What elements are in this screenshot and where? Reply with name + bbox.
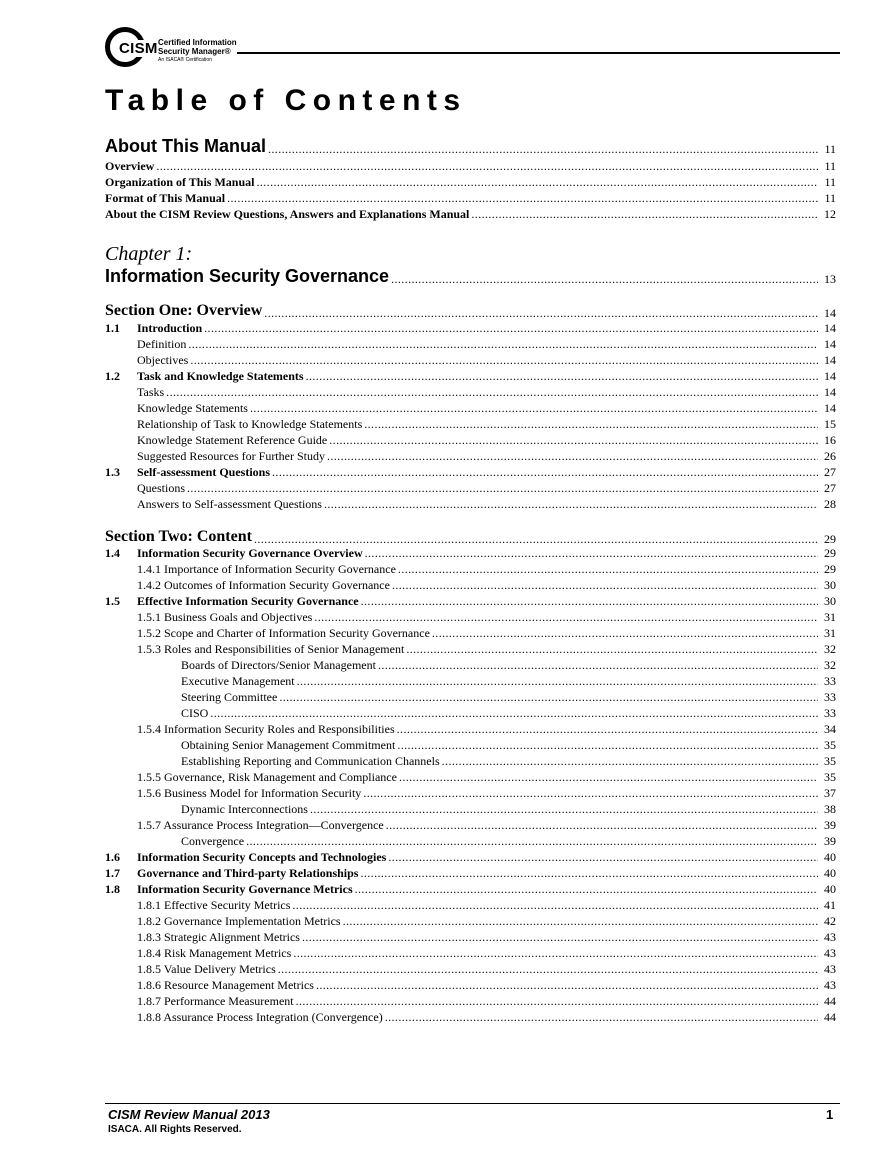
dot-leader bbox=[293, 946, 818, 960]
dot-leader bbox=[360, 866, 818, 880]
toc-entry-label: CISO bbox=[181, 706, 209, 720]
toc-entry[interactable] bbox=[105, 834, 836, 848]
dot-leader bbox=[355, 882, 818, 896]
dot-leader bbox=[166, 385, 818, 399]
toc-entry-page: 12 bbox=[824, 207, 836, 221]
dot-leader bbox=[314, 610, 818, 624]
toc-entry-page: 14 bbox=[824, 321, 836, 335]
toc-entry[interactable] bbox=[105, 528, 836, 546]
toc-entry-page: 32 bbox=[824, 658, 836, 672]
toc-entry-label: Dynamic Interconnections bbox=[181, 802, 308, 816]
toc-entry-label: 1.5.2 Scope and Charter of Information Security Governance bbox=[137, 626, 430, 640]
toc-entry-label: Format of This Manual bbox=[105, 191, 226, 205]
dot-leader bbox=[343, 914, 818, 928]
toc-entry[interactable] bbox=[105, 978, 836, 992]
toc-entry-page: 11 bbox=[824, 159, 836, 173]
toc-entry-label: Convergence bbox=[181, 834, 245, 848]
toc-entry[interactable] bbox=[105, 850, 836, 864]
toc-entry-page: 33 bbox=[824, 690, 836, 704]
toc-entry-label: 1.8.2 Governance Implementation Metrics bbox=[137, 914, 341, 928]
toc-entry[interactable] bbox=[105, 175, 836, 189]
dot-leader bbox=[397, 738, 818, 752]
dot-leader bbox=[471, 207, 818, 221]
toc-entry[interactable] bbox=[105, 946, 836, 960]
dot-leader bbox=[268, 142, 818, 156]
toc-entry-label: 1.8.6 Resource Management Metrics bbox=[137, 978, 314, 992]
toc-entry-label: Information Security Governance Overview bbox=[137, 546, 363, 560]
toc-entry-page: 34 bbox=[824, 722, 836, 736]
toc-entry-label: Relationship of Task to Knowledge Statements bbox=[137, 417, 363, 431]
dot-leader bbox=[378, 658, 818, 672]
toc-entry[interactable] bbox=[105, 546, 836, 560]
toc-entry[interactable] bbox=[105, 191, 836, 205]
toc-entry[interactable] bbox=[105, 562, 836, 576]
dot-leader bbox=[204, 321, 818, 335]
toc-entry[interactable] bbox=[105, 626, 836, 640]
toc-entry-page: 31 bbox=[824, 626, 836, 640]
toc-entry-label: Task and Knowledge Statements bbox=[137, 369, 304, 383]
dot-leader bbox=[442, 754, 818, 768]
page-title: Table of Contents bbox=[105, 84, 467, 117]
dot-leader bbox=[278, 962, 818, 976]
footer-rule bbox=[105, 1103, 840, 1104]
toc-entry[interactable] bbox=[105, 994, 836, 1008]
toc-entry-page: 11 bbox=[824, 175, 836, 189]
toc-entry-label: Objectives bbox=[137, 353, 189, 367]
toc-entry-label: Executive Management bbox=[181, 674, 295, 688]
toc-entry[interactable] bbox=[105, 1010, 836, 1024]
toc-entry-page: 43 bbox=[824, 930, 836, 944]
dot-leader bbox=[329, 433, 818, 447]
toc-entry-label: 1.8.5 Value Delivery Metrics bbox=[137, 962, 276, 976]
toc-entry[interactable] bbox=[105, 207, 836, 221]
toc-entry-label: 1.5.3 Roles and Responsibilities of Senior Management bbox=[137, 642, 405, 656]
dot-leader bbox=[388, 850, 818, 864]
footer-copyright: ISACA. All Rights Reserved. bbox=[108, 1124, 242, 1135]
toc-entry-label: 1.8.1 Effective Security Metrics bbox=[137, 898, 291, 912]
toc-entry-number: 1.3 bbox=[105, 465, 120, 479]
toc-entry[interactable] bbox=[105, 594, 836, 608]
toc-entry-page: 13 bbox=[824, 272, 836, 286]
dot-leader bbox=[254, 532, 818, 546]
toc-entry-page: 33 bbox=[824, 674, 836, 688]
toc-entry-page: 33 bbox=[824, 706, 836, 720]
dot-leader bbox=[227, 191, 818, 205]
toc-entry-page: 39 bbox=[824, 818, 836, 832]
dot-leader bbox=[432, 626, 818, 640]
dot-leader bbox=[256, 175, 818, 189]
toc-entry-number: 1.2 bbox=[105, 369, 120, 383]
toc-entry-page: 11 bbox=[824, 191, 836, 205]
toc-entry-label: Section One: Overview bbox=[105, 302, 263, 319]
toc-entry-page: 14 bbox=[824, 385, 836, 399]
toc-entry-page: 16 bbox=[824, 433, 836, 447]
dot-leader bbox=[316, 978, 818, 992]
dot-leader bbox=[399, 770, 818, 784]
toc-entry-page: 29 bbox=[824, 546, 836, 560]
toc-entry-page: 43 bbox=[824, 962, 836, 976]
dot-leader bbox=[327, 449, 818, 463]
toc-entry[interactable] bbox=[105, 321, 836, 335]
toc-entry[interactable] bbox=[105, 706, 836, 720]
dot-leader bbox=[398, 562, 818, 576]
dot-leader bbox=[264, 306, 818, 320]
chapter-label: Chapter 1: bbox=[105, 243, 193, 265]
toc-entry-label: Answers to Self-assessment Questions bbox=[137, 497, 322, 511]
footer-title: CISM Review Manual 2013 bbox=[108, 1107, 270, 1122]
toc-entry[interactable] bbox=[105, 417, 836, 431]
toc-entry[interactable] bbox=[105, 802, 836, 816]
toc-entry-page: 43 bbox=[824, 978, 836, 992]
dot-leader bbox=[310, 802, 818, 816]
toc-entry[interactable] bbox=[105, 369, 836, 383]
toc-entry[interactable] bbox=[105, 738, 836, 752]
toc-entry[interactable] bbox=[105, 882, 836, 896]
dot-leader bbox=[156, 159, 818, 173]
dot-leader bbox=[272, 465, 818, 479]
dot-leader bbox=[187, 481, 818, 495]
toc-entry-label: 1.5.4 Information Security Roles and Responsibilities bbox=[137, 722, 395, 736]
toc-entry-page: 35 bbox=[824, 754, 836, 768]
dot-leader bbox=[364, 417, 818, 431]
toc-entry-label: Steering Committee bbox=[181, 690, 278, 704]
dot-leader bbox=[386, 818, 818, 832]
toc-entry[interactable] bbox=[105, 690, 836, 704]
toc-entry-label: 1.5.7 Assurance Process Integration—Convergence bbox=[137, 818, 384, 832]
dot-leader bbox=[250, 401, 818, 415]
toc-entry-page: 27 bbox=[824, 465, 836, 479]
toc-entry[interactable] bbox=[105, 914, 836, 928]
toc-entry-page: 35 bbox=[824, 770, 836, 784]
dot-leader bbox=[296, 994, 818, 1008]
toc-entry-page: 40 bbox=[824, 866, 836, 880]
toc-entry-page: 27 bbox=[824, 481, 836, 495]
toc-entry-label: About This Manual bbox=[105, 136, 266, 156]
toc-entry-label: Governance and Third-party Relationships bbox=[137, 866, 359, 880]
toc-entry-label: Questions bbox=[137, 481, 185, 495]
toc-entry[interactable] bbox=[105, 754, 836, 768]
toc-entry-page: 30 bbox=[824, 594, 836, 608]
dot-leader bbox=[397, 722, 818, 736]
dot-leader bbox=[363, 786, 818, 800]
dot-leader bbox=[392, 578, 818, 592]
toc-entry[interactable] bbox=[105, 674, 836, 688]
toc-entry[interactable] bbox=[105, 337, 836, 351]
toc-entry-page: 11 bbox=[824, 142, 836, 156]
toc-entry[interactable] bbox=[105, 401, 836, 415]
toc-entry[interactable] bbox=[105, 578, 836, 592]
dot-leader bbox=[361, 594, 818, 608]
toc-entry-page: 40 bbox=[824, 882, 836, 896]
header-rule bbox=[237, 52, 840, 54]
toc-entry[interactable] bbox=[105, 481, 836, 495]
toc-entry-label: 1.8.8 Assurance Process Integration (Convergence) bbox=[137, 1010, 383, 1024]
toc-entry-page: 43 bbox=[824, 946, 836, 960]
toc-entry-label: Definition bbox=[137, 337, 187, 351]
toc-entry-page: 28 bbox=[824, 497, 836, 511]
toc-entry-page: 14 bbox=[824, 401, 836, 415]
toc-entry[interactable] bbox=[105, 385, 836, 399]
toc-entry[interactable] bbox=[105, 962, 836, 976]
toc-entry[interactable] bbox=[105, 610, 836, 624]
toc-entry-label: Tasks bbox=[137, 385, 165, 399]
toc-entry[interactable] bbox=[105, 465, 836, 479]
dot-leader bbox=[385, 1010, 818, 1024]
toc-entry[interactable] bbox=[105, 786, 836, 800]
toc-entry[interactable] bbox=[105, 433, 836, 447]
dot-leader bbox=[210, 706, 818, 720]
toc-entry-label: 1.5.1 Business Goals and Objectives bbox=[137, 610, 313, 624]
toc-entry-label: 1.8.7 Performance Measurement bbox=[137, 994, 294, 1008]
toc-entry-label: Overview bbox=[105, 159, 155, 173]
toc-entry-page: 31 bbox=[824, 610, 836, 624]
toc-entry-page: 29 bbox=[824, 532, 836, 546]
logo-line-2: Security Manager® bbox=[158, 46, 231, 56]
toc-entry-page: 30 bbox=[824, 578, 836, 592]
toc-entry[interactable] bbox=[105, 353, 836, 367]
dot-leader bbox=[292, 898, 818, 912]
dot-leader bbox=[188, 337, 818, 351]
toc-entry-page: 41 bbox=[824, 898, 836, 912]
toc-entry-number: 1.5 bbox=[105, 594, 120, 608]
toc-entry-label: Suggested Resources for Further Study bbox=[137, 449, 325, 463]
toc-entry[interactable] bbox=[105, 302, 836, 320]
toc-entry-page: 38 bbox=[824, 802, 836, 816]
toc-entry-label: Information Security Governance bbox=[105, 266, 390, 286]
toc-entry[interactable] bbox=[105, 159, 836, 173]
dot-leader bbox=[279, 690, 818, 704]
toc-entry-label: Effective Information Security Governance bbox=[137, 594, 359, 608]
toc-entry-label: Organization of This Manual bbox=[105, 175, 255, 189]
toc-entry-page: 14 bbox=[824, 306, 836, 320]
toc-entry-label: 1.4.1 Importance of Information Security Governance bbox=[137, 562, 396, 576]
toc-entry-label: Obtaining Senior Management Commitment bbox=[181, 738, 396, 752]
dot-leader bbox=[365, 546, 818, 560]
toc-entry-label: 1.4.2 Outcomes of Information Security Governance bbox=[137, 578, 390, 592]
toc-entry-label: About the CISM Review Questions, Answers and Explanations Manual bbox=[105, 207, 470, 221]
dot-leader bbox=[246, 834, 818, 848]
toc-entry-label: 1.5.5 Governance, Risk Management and Compliance bbox=[137, 770, 397, 784]
logo-line-3: An ISACA® Certification bbox=[158, 57, 212, 63]
toc-entry-label: Self-assessment Questions bbox=[137, 465, 271, 479]
toc-entry-page: 32 bbox=[824, 642, 836, 656]
dot-leader bbox=[406, 642, 818, 656]
toc-entry[interactable] bbox=[105, 266, 836, 286]
toc-entry-page: 44 bbox=[824, 1010, 836, 1024]
logo-text bbox=[158, 39, 237, 65]
toc-entry-label: Knowledge Statement Reference Guide bbox=[137, 433, 328, 447]
dot-leader bbox=[306, 369, 818, 383]
toc-entry-label: Establishing Reporting and Communication Channels bbox=[181, 754, 440, 768]
toc-entry-label: Section Two: Content bbox=[105, 528, 252, 545]
dot-leader bbox=[190, 353, 818, 367]
dot-leader bbox=[297, 674, 818, 688]
toc-entry-page: 35 bbox=[824, 738, 836, 752]
toc-entry-label: Knowledge Statements bbox=[137, 401, 248, 415]
toc-entry[interactable] bbox=[105, 722, 836, 736]
toc-entry[interactable] bbox=[105, 930, 836, 944]
dot-leader bbox=[391, 272, 818, 286]
toc-entry-label: Boards of Directors/Senior Management bbox=[181, 658, 376, 672]
toc-entry[interactable] bbox=[105, 449, 836, 463]
toc-entry-page: 26 bbox=[824, 449, 836, 463]
toc-entry-page: 29 bbox=[824, 562, 836, 576]
toc-entry-number: 1.7 bbox=[105, 866, 120, 880]
toc-entry[interactable] bbox=[105, 136, 836, 156]
toc-entry-number: 1.6 bbox=[105, 850, 120, 864]
toc-entry-page: 15 bbox=[824, 417, 836, 431]
toc-entry-page: 44 bbox=[824, 994, 836, 1008]
footer-page-number: 1 bbox=[826, 1107, 834, 1122]
toc-entry[interactable] bbox=[105, 818, 836, 832]
logo-mark: CISM bbox=[119, 40, 158, 57]
toc-entry-number: 1.8 bbox=[105, 882, 120, 896]
toc-entry[interactable] bbox=[105, 497, 836, 511]
toc-entry-label: 1.5.6 Business Model for Information Security bbox=[137, 786, 362, 800]
logo-line-1: Certified Information bbox=[158, 38, 237, 47]
toc-entry-page: 42 bbox=[824, 914, 836, 928]
cism-logo bbox=[105, 27, 235, 77]
toc-entry[interactable] bbox=[105, 770, 836, 784]
toc-entry[interactable] bbox=[105, 866, 836, 880]
toc-entry-page: 14 bbox=[824, 337, 836, 351]
toc-entry-label: 1.8.4 Risk Management Metrics bbox=[137, 946, 292, 960]
dot-leader bbox=[302, 930, 818, 944]
toc-entry-page: 37 bbox=[824, 786, 836, 800]
toc-entry-page: 39 bbox=[824, 834, 836, 848]
toc-entry[interactable] bbox=[105, 658, 836, 672]
toc-entry-label: Information Security Concepts and Technologies bbox=[137, 850, 387, 864]
toc-entry-label: Information Security Governance Metrics bbox=[137, 882, 353, 896]
toc-entry-page: 14 bbox=[824, 353, 836, 367]
toc-entry-number: 1.1 bbox=[105, 321, 120, 335]
toc-entry[interactable] bbox=[105, 642, 836, 656]
toc-entry-page: 40 bbox=[824, 850, 836, 864]
dot-leader bbox=[324, 497, 818, 511]
toc-entry-label: Introduction bbox=[137, 321, 203, 335]
toc-entry-label: 1.8.3 Strategic Alignment Metrics bbox=[137, 930, 300, 944]
toc-entry-number: 1.4 bbox=[105, 546, 120, 560]
toc-entry-page: 14 bbox=[824, 369, 836, 383]
toc-entry[interactable] bbox=[105, 898, 836, 912]
